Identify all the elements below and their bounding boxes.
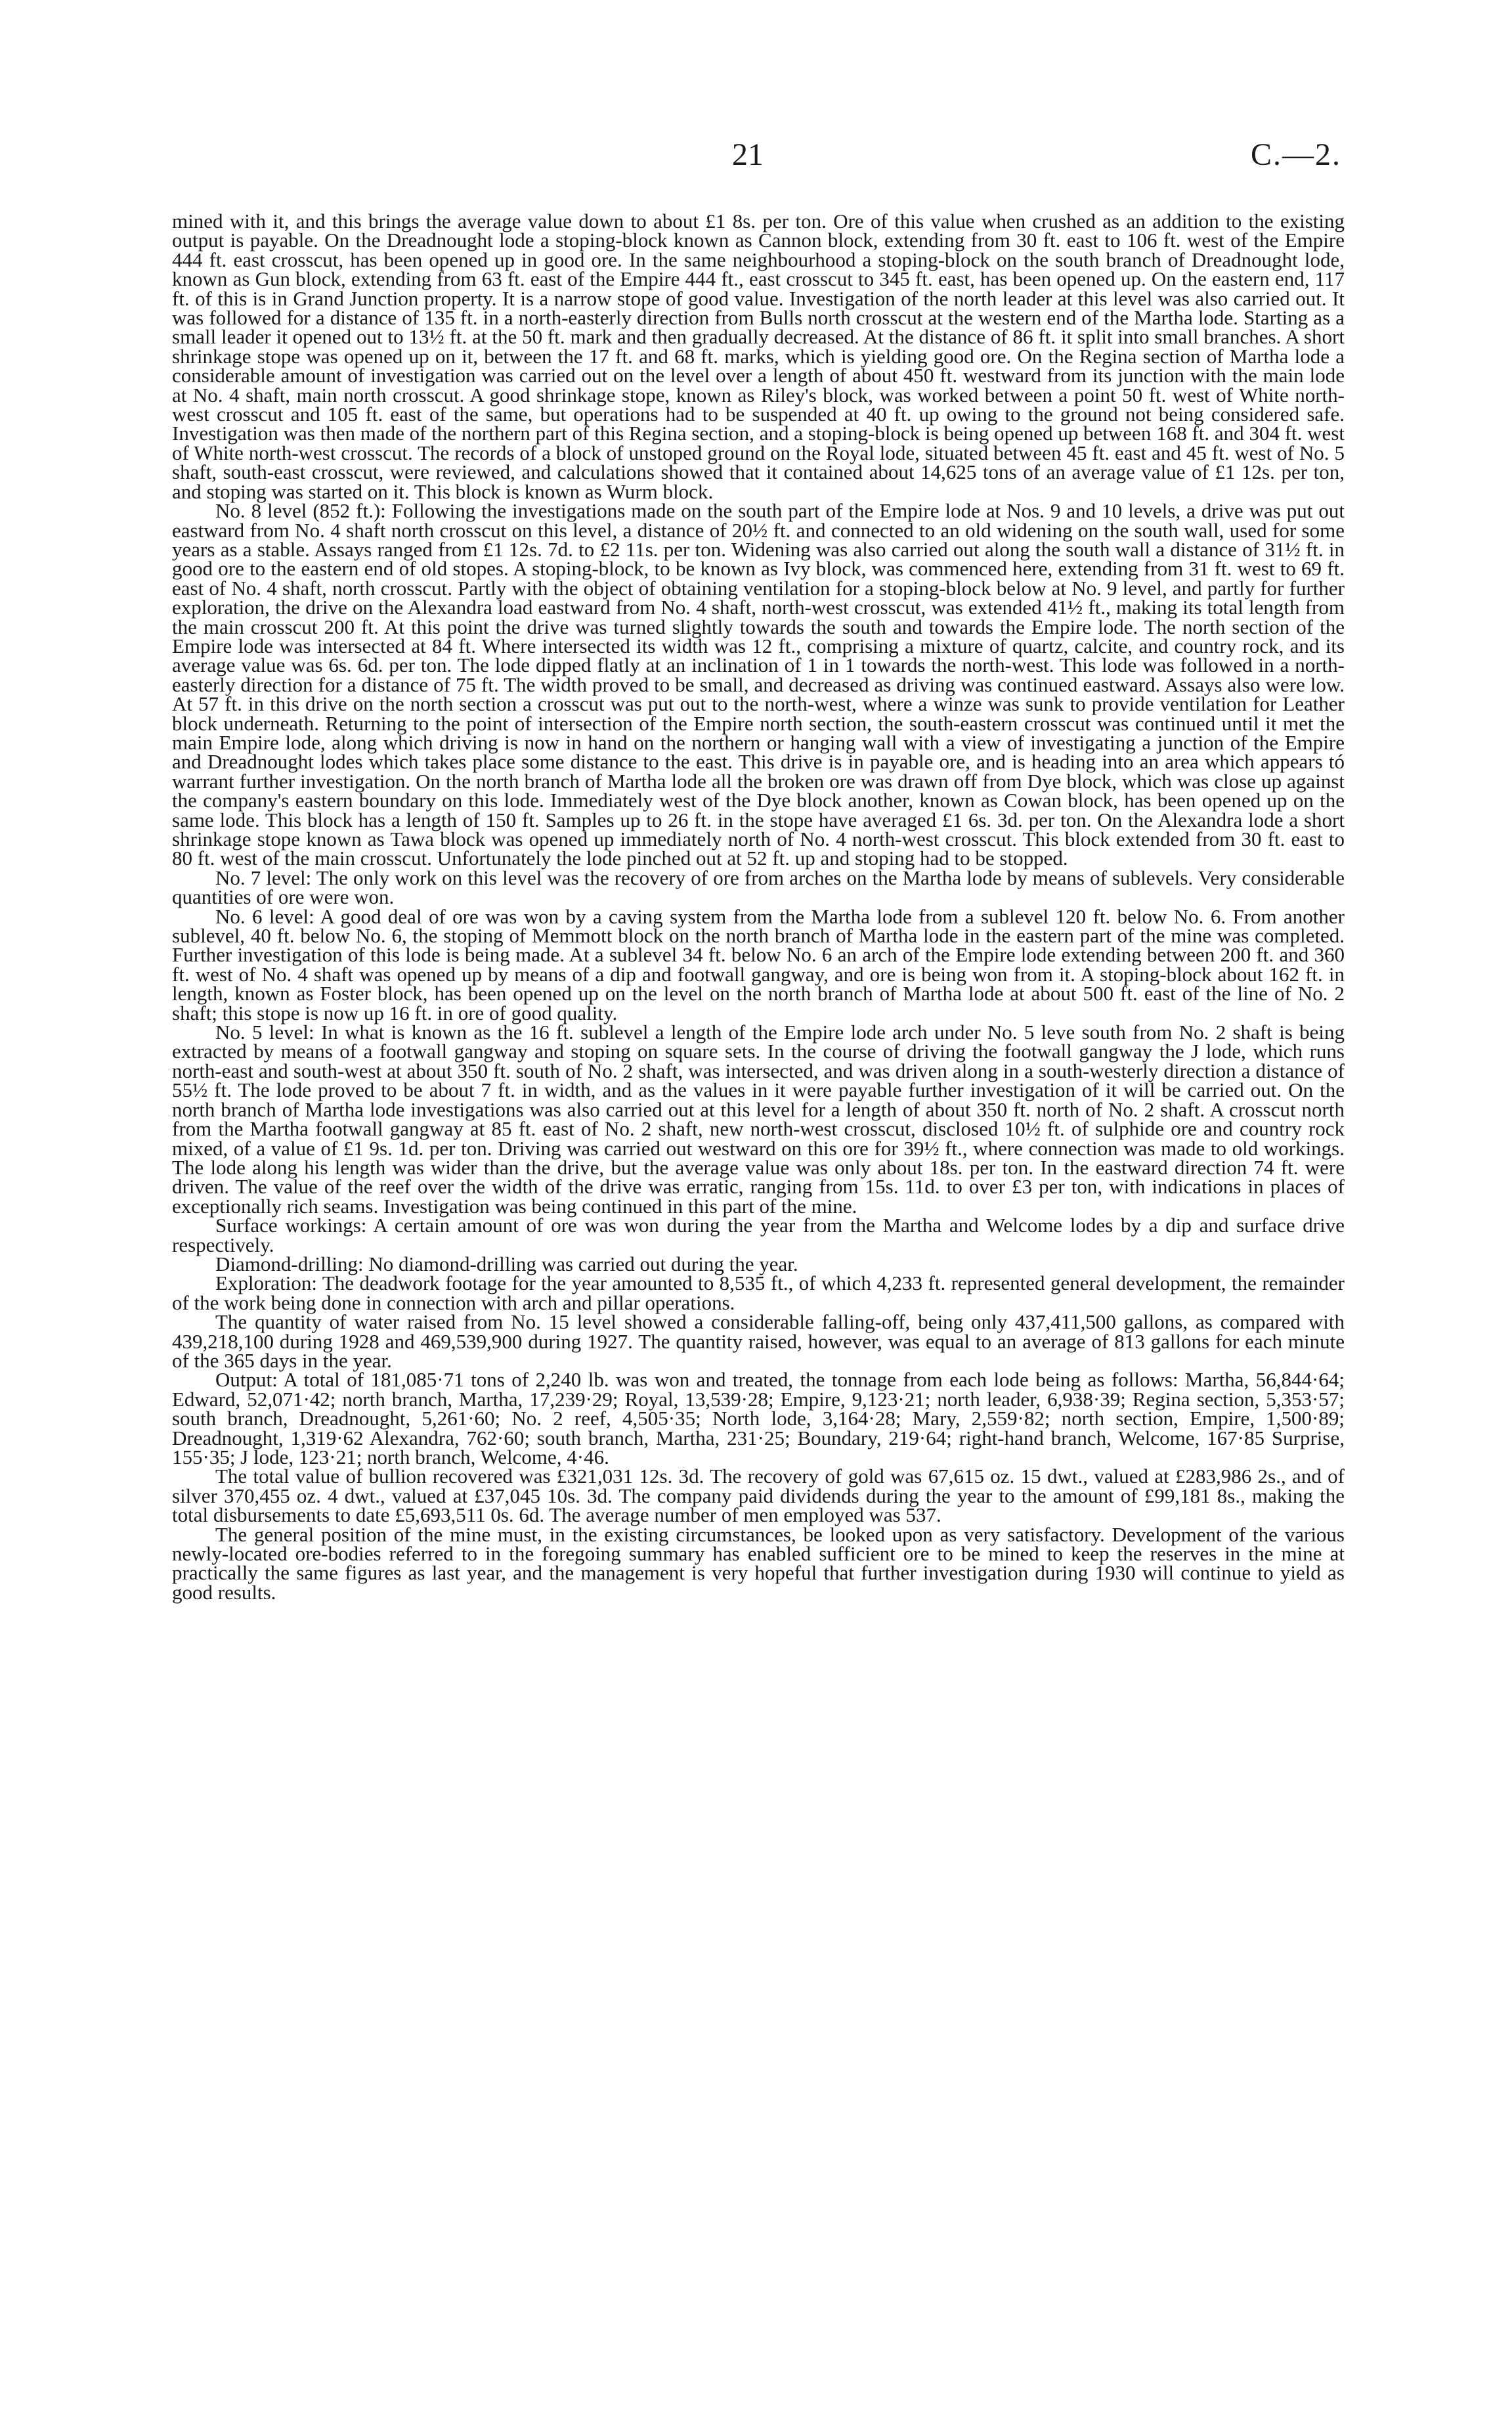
paragraph: The general position of the mine must, in the existing circumstances, be looked upon as very satisfactory. Development of the various newly-located ore-bodies referred to in the foregoing summary has enabled sufficient ore to be mined to keep the reserves in the mine at practically the same figures as last year, and the management is very hopeful that further investigation during 1930 will continue to yield as good results.	[172, 1522, 1345, 1604]
paragraph: No. 7 level: The only work on this level was the recovery of ore from arches on the Martha lode by means of sublevels. Very considerable quantities of ore were won.	[172, 866, 1345, 909]
page-number: 21	[732, 137, 764, 172]
paragraph: The quantity of water raised from No. 15 level showed a considerable falling-off, being only 437,411,500 gallons, as compared with 439,218,100 during 1928 and 469,539,900 during 1927. The quantity raised, however, was equal to an average of 813 gallons for each minute of the 365 days in the year.	[172, 1310, 1345, 1372]
paragraph: Surface workings: A certain amount of ore was won during the year from the Martha and Welcome lodes by a dip and surface drive respectively.	[172, 1214, 1345, 1256]
body-text	[172, 211, 1345, 1602]
paragraph: No. 5 level: In what is known as the 16 ft. sublevel a length of the Empire lode arch under No. 5 leve south from No. 2 shaft is being extracted by means of a footwall gangway and stoping on square sets. In the course of driving the footwall gangway the J lode, which runs north-east and south-west at about 350 ft. south of No. 2 shaft, was intersected, and was driven along in a south-westerly direction a distance of 55½ ft. The lode proved to be about 7 ft. in width, and as the values in it were payable further investigation of it will be carried out. On the north branch of Martha lode investigations was also carried out at this level for a length of about 350 ft. north of No. 2 shaft. A crosscut north from the Martha footwall gangway at 85 ft. east of No. 2 shaft, new north-west crosscut, disclosed 10½ ft. of sulphide ore and country rock mixed, of a value of £1 9s. 1d. per ton. Driving was carried out westward on this ore for 39½ ft., where connection was made to old workings. The lode along his length was wider than the drive, but the average value was only about 18s. per ton. In the eastward direction 74 ft. were driven. The value of the reef over the width of the drive was erratic, ranging from 15s. 11d. to over £3 per ton, with indications in places of exceptionally rich seams. Investigation was being continued in this part of the mine.	[172, 1021, 1345, 1218]
paragraph: Diamond-drilling: No diamond-drilling was carried out during the year.	[215, 1252, 798, 1275]
paragraph: No. 6 level: A good deal of ore was won by a caving system from the Martha lode from a sublevel 120 ft. below No. 6. From another sublevel, 40 ft. below No. 6, the stoping of Memmott block on the north branch of Martha lode in the eastern part of the mine was completed. Further investigation of this lode is being made. At a sublevel 34 ft. below No. 6 an arch of the Empire lode extending between 200 ft. and 360 ft. west of No. 4 shaft was opened up by means of a dip and footwall gangway, and ore is being won from it. A stoping-block about 162 ft. in length, known as Foster block, has been opened up on the level on the north branch of Martha lode at about 500 ft. east of the line of No. 2 shaft; this stope is now up 16 ft. in ore of good quality.	[172, 904, 1345, 1025]
paragraph: mined with it, and this brings the average value down to about £1 8s. per ton. Ore of this value when crushed as an addition to the existing output is payable. On the Dreadnought lode a stoping-block known as Cannon block, extending from 30 ft. east to 106 ft. west of the Empire 444 ft. east crosscut, has been opened up in good ore. In the same neighbourhood a stoping-block on the south branch of Dreadnought lode, known as Gun block, extending from 63 ft. east of the Empire 444 ft., east crosscut to 345 ft. east, has been opened up. On the eastern end, 117 ft. of this is in Grand Junction property. It is a narrow stope of good value. Investigation of the north leader at this level was also carried out. It was followed for a distance of 135 ft. in a north-easterly direction from Bulls north crosscut at the western end of the Martha lode. Starting as a small leader it opened out to 13½ ft. at the 50 ft. mark and then gradually decreased. At the distance of 86 ft. it split into small branches. A short shrinkage stope was opened up on it, between the 17 ft. and 68 ft. marks, which is yielding good ore. On the Regina section of Martha lode a considerable amount of investigation was carried out on the level over a length of about 450 ft. westward from its junction with the main lode at No. 4 shaft, main north crosscut. A good shrinkage stope, known as Riley's block, was worked between a point 50 ft. west of White north-west crosscut and 105 ft. east of the same, but operations had to be suspended at 40 ft. up owing to the ground not being considered safe. Investigation was then made of the northern part of this Regina section, and a stoping-block is being opened up between 168 ft. and 304 ft. west of White north-west crosscut. The records of a block of unstoped ground on the Royal lode, situated between 45 ft. east and 45 ft. west of No. 5 shaft, south-east crosscut, were reviewed, and calculations showed that it contained about 14,625 tons of an average value of £1 12s. per ton, and stoping was started on it. This block is known as Wurm block.	[172, 210, 1345, 503]
paragraph: No. 8 level (852 ft.): Following the investigations made on the south part of the Empire lode at Nos. 9 and 10 levels, a drive was put out eastward from No. 4 shaft north crosscut on this level, a distance of 20½ ft. and connected to an old widening on the south wall, used for some years as a stable. Assays ranged from £1 12s. 7d. to £2 11s. per ton. Widening was also carried out along the south wall a distance of 31½ ft. in good ore to the eastern end of old stopes. A stoping-block, to be known as Ivy block, was commenced here, extending from 31 ft. west to 69 ft. east of No. 4 shaft, north crosscut. Partly with the object of obtaining ventilation for a stoping-block below at No. 9 level, and partly for further exploration, the drive on the Alexandra load eastward from No. 4 shaft, north-west crosscut, was extended 41½ ft., making its total length from the main crosscut 200 ft. At this point the drive was turned slightly towards the south and towards the Empire lode. The north section of the Empire lode was intersected at 84 ft. Where intersected its width was 12 ft., comprising a mixture of quartz, calcite, and country rock, and its average value was 6s. 6d. per ton. The lode dipped flatly at an inclination of 1 in 1 towards the north-west. This lode was followed in a north-easterly direction for a distance of 75 ft. The width proved to be small, and decreased as driving was continued eastward. Assays also were low. At 57 ft. in this drive on the north section a crosscut was put out to the north-west, where a winze was sunk to provide ventilation for Leather block underneath. Returning to the point of intersection of the Empire north section, the south-eastern crosscut was continued until it met the main Empire lode, along which driving is now in hand on the northern or hanging wall with a view of investigating a junction of the Empire and Dreadnought lodes which takes place some distance to the east. This drive is in payable ore, and is heading into an area which appears tó warrant further investigation. On the north branch of Martha lode all the broken ore was drawn off from Dye block, which was close up against the company's eastern boundary on this lode. Immediately west of the Dye block another, known as Cowan block, has been opened up on the same lode. This block has a length of 150 ft. Samples up to 26 ft. in the stope have averaged £1 6s. 3d. per ton. On the Alexandra lode a short shrinkage stope known as Tawa block was opened up immediately north of No. 4 north-west crosscut. This block extended from 30 ft. east to 80 ft. west of the main crosscut. Unfortunately the lode pinched out at 52 ft. up and stoping had to be stopped.	[172, 499, 1345, 870]
document-reference: C.—2.	[1250, 137, 1341, 172]
paragraph: Exploration: The deadwork footage for the year amounted to 8,535 ft., of which 4,233 ft. represented general development, the remainder of the work being done in connection with arch and pillar operations.	[172, 1271, 1345, 1314]
paragraph: The total value of bullion recovered was £321,031 12s. 3d. The recovery of gold was 67,615 oz. 15 dwt., valued at £283,986 2s., and of silver 370,455 oz. 4 dwt., valued at £37,045 10s. 3d. The company paid dividends during the year to the amount of £99,181 8s., making the total disbursements to date £5,693,511 0s. 6d. The average number of men employed was 537.	[172, 1465, 1345, 1527]
paragraph: Output: A total of 181,085·71 tons of 2,240 lb. was won and treated, the tonnage from each lode being as follows: Martha, 56,844·64; Edward, 52,071·42; north branch, Martha, 17,239·29; Royal, 13,539·28; Empire, 9,123·21; north leader, 6,938·39; Regina section, 5,353·57; south branch, Dreadnought, 5,261·60; No. 2 reef, 4,505·35; North lode, 3,164·28; Mary, 2,559·82; north section, Empire, 1,500·89; Dreadnought, 1,319·62 Alexandra, 762·60; south branch, Martha, 231·25; Boundary, 219·64; right-hand branch, Welcome, 167·85 Surprise, 155·35; J lode, 123·21; north branch, Welcome, 4·46.	[172, 1368, 1345, 1468]
